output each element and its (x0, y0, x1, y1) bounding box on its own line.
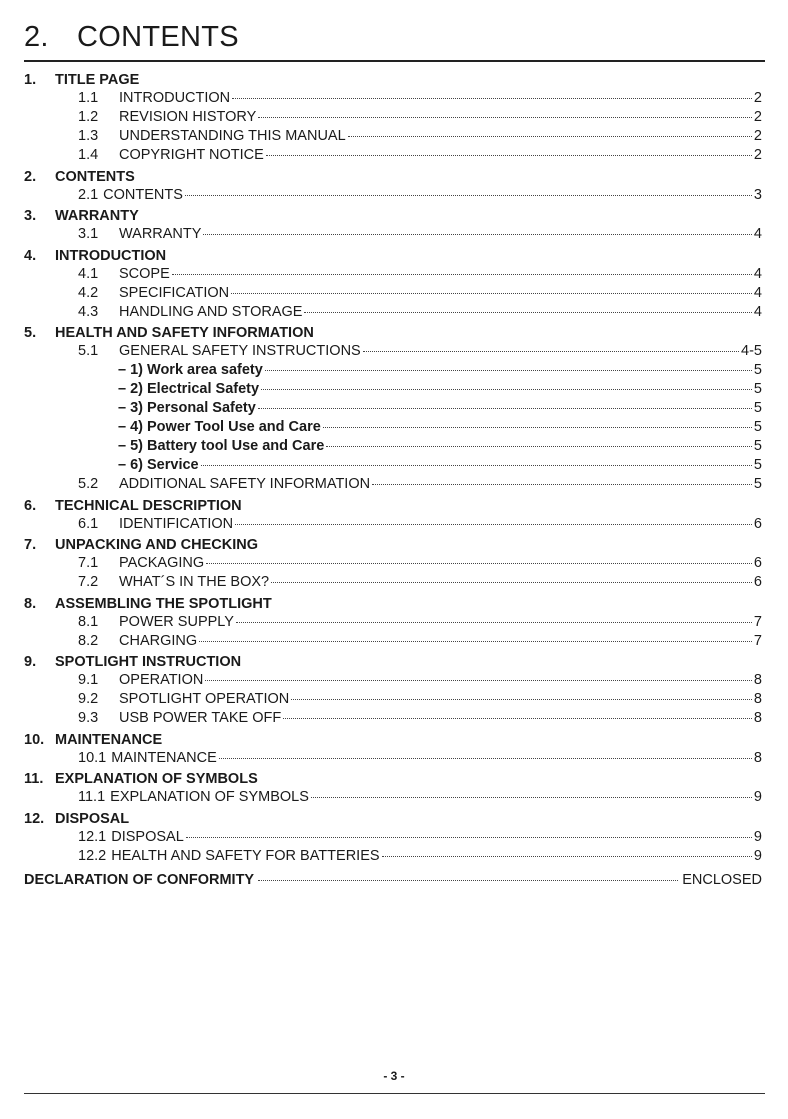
toc-section (24, 653, 762, 728)
entry-number: 11.1 (78, 789, 106, 805)
section-heading[interactable] (24, 810, 762, 828)
section-number: 12. (24, 810, 45, 827)
entry-number: 1.1 (78, 90, 99, 106)
entry-number: 8.1 (78, 613, 99, 630)
section-heading[interactable] (24, 71, 762, 89)
dot-leader (235, 524, 752, 525)
toc-section (24, 247, 762, 322)
entry-number: 4.2 (78, 284, 99, 301)
entry-page: 5 (753, 476, 762, 492)
section-number: 3. (24, 208, 37, 224)
section-title: SPOTLIGHT INSTRUCTION (55, 654, 242, 670)
entry-page: 8 (753, 710, 762, 726)
toc-entry[interactable] (24, 709, 762, 728)
page-header (24, 14, 765, 62)
toc-entry[interactable] (24, 749, 762, 768)
section-title: DISPOSAL (55, 810, 130, 827)
dot-leader (266, 155, 752, 156)
toc-entry[interactable] (24, 515, 762, 534)
entry-page: 3 (753, 186, 762, 203)
section-number: 9. (24, 654, 37, 670)
entry-number: 6.1 (78, 515, 99, 532)
toc-entry[interactable] (24, 89, 762, 108)
entry-label: HANDLING AND STORAGE (119, 303, 303, 320)
entry-label: WARRANTY (119, 226, 202, 242)
section-heading[interactable] (24, 536, 762, 554)
entry-label: SPOTLIGHT OPERATION (119, 691, 290, 707)
section-number: 7. (24, 537, 37, 553)
entry-label: PACKAGING (119, 555, 205, 571)
dot-leader (186, 837, 752, 838)
dot-leader (201, 465, 752, 466)
section-number: 6. (24, 497, 37, 514)
toc-entry[interactable] (24, 418, 762, 437)
page-title: CONTENTS (77, 21, 239, 53)
page-number: - 3 - (383, 1069, 405, 1083)
dot-leader (172, 274, 752, 275)
entry-label: – 4) Power Tool Use and Care (118, 419, 321, 435)
toc-entry[interactable] (24, 573, 762, 592)
toc-entry[interactable] (24, 399, 762, 418)
toc-section (24, 810, 762, 866)
toc-entry[interactable] (24, 690, 762, 709)
toc-entry[interactable] (24, 303, 762, 322)
dot-leader (206, 563, 752, 564)
declaration-page: ENCLOSED (682, 871, 762, 888)
dot-leader (326, 446, 752, 447)
entry-page: 5 (753, 419, 762, 435)
entry-page: 9 (753, 828, 762, 845)
entry-page: 5 (753, 457, 762, 473)
section-heading[interactable] (24, 207, 762, 225)
entry-number: 4.1 (78, 265, 99, 282)
entry-number: 5.1 (78, 343, 99, 359)
dot-leader (236, 622, 752, 623)
entry-label: ADDITIONAL SAFETY INFORMATION (119, 476, 371, 492)
toc-entry[interactable] (24, 671, 762, 690)
entry-page: 5 (753, 381, 762, 397)
dot-leader (283, 718, 752, 719)
toc-entry[interactable] (24, 437, 762, 456)
section-heading[interactable] (24, 168, 762, 186)
entry-page: 2 (753, 90, 762, 106)
toc-entry[interactable] (24, 146, 762, 165)
dot-leader (271, 582, 752, 583)
section-number: 5. (24, 325, 37, 341)
section-title: EXPLANATION OF SYMBOLS (55, 771, 258, 787)
entry-page: 4 (753, 284, 762, 301)
section-heading[interactable] (24, 324, 762, 342)
entry-label: EXPLANATION OF SYMBOLS (110, 789, 309, 805)
toc-entry[interactable] (24, 475, 762, 494)
dot-leader (323, 427, 752, 428)
dot-leader (203, 234, 751, 235)
toc-entry[interactable] (24, 456, 762, 475)
entry-label: – 1) Work area safety (118, 362, 263, 378)
dot-leader (258, 880, 678, 881)
dot-leader (231, 293, 752, 294)
entry-page: 8 (753, 691, 762, 707)
toc-entry[interactable] (24, 361, 762, 380)
entry-page: 6 (753, 515, 762, 532)
entry-label: MAINTENANCE (111, 749, 217, 766)
toc-entry[interactable] (24, 788, 762, 807)
section-title: MAINTENANCE (55, 731, 163, 748)
section-number: 8. (24, 595, 37, 612)
entry-label: IDENTIFICATION (119, 515, 234, 532)
entry-number: 1.3 (78, 128, 99, 144)
section-heading[interactable] (24, 247, 762, 265)
section-title: INTRODUCTION (55, 247, 167, 264)
toc-entry[interactable] (24, 380, 762, 399)
toc-section (24, 595, 762, 651)
declaration-label: DECLARATION OF CONFORMITY (24, 871, 255, 888)
entry-page: 9 (753, 789, 762, 805)
entry-label: DISPOSAL (111, 828, 184, 845)
section-number: 2. (24, 168, 37, 185)
entry-number: 2.1 (78, 186, 99, 203)
section-heading[interactable] (24, 497, 762, 515)
section-number: 1. (24, 72, 37, 88)
toc-entry[interactable] (24, 127, 762, 146)
section-title: HEALTH AND SAFETY INFORMATION (55, 325, 314, 341)
entry-number: 1.2 (78, 109, 99, 125)
entry-label: – 5) Battery tool Use and Care (118, 438, 325, 454)
entry-page: 7 (753, 632, 762, 649)
entry-page: 4-5 (741, 343, 762, 359)
entry-label: COPYRIGHT NOTICE (119, 147, 264, 163)
entry-page: 6 (753, 574, 762, 590)
entry-number: 9.3 (78, 710, 99, 726)
section-heading[interactable] (24, 770, 762, 788)
page-header-number: 2. (24, 21, 49, 53)
dot-leader (348, 136, 752, 137)
entry-page: 8 (753, 672, 762, 688)
entry-page: 4 (753, 265, 762, 282)
toc-section (24, 536, 762, 592)
section-number: 10. (24, 731, 45, 748)
toc-entry[interactable] (24, 225, 762, 244)
section-number: 11. (24, 771, 44, 787)
entry-page: 5 (753, 362, 762, 378)
entry-number: 12.1 (78, 828, 107, 845)
entry-label: CHARGING (119, 632, 198, 649)
toc-entry[interactable] (24, 186, 762, 205)
toc-entry[interactable] (24, 265, 762, 284)
dot-leader (382, 856, 752, 857)
section-heading[interactable] (24, 731, 762, 749)
entry-page: 5 (753, 400, 762, 416)
entry-label: SCOPE (119, 265, 170, 282)
toc-entry[interactable] (24, 613, 762, 632)
section-heading[interactable] (24, 595, 762, 613)
entry-number: 7.2 (78, 574, 99, 590)
section-title: TECHNICAL DESCRIPTION (55, 497, 242, 514)
dot-leader (363, 351, 739, 352)
entry-page: 2 (753, 109, 762, 125)
entry-page: 9 (753, 847, 762, 864)
section-number: 4. (24, 247, 37, 264)
entry-page: 4 (753, 226, 762, 242)
entry-number: 9.1 (78, 672, 99, 688)
toc-entry[interactable] (24, 108, 762, 127)
entry-label: REVISION HISTORY (119, 109, 257, 125)
entry-label: USB POWER TAKE OFF (119, 710, 282, 726)
toc-entry[interactable] (24, 828, 762, 847)
section-heading[interactable] (24, 653, 762, 671)
entry-label: CONTENTS (103, 186, 183, 203)
dot-leader (311, 797, 752, 798)
dot-leader (258, 408, 752, 409)
entry-label: POWER SUPPLY (119, 613, 234, 630)
toc-section (24, 71, 762, 165)
entry-number: 3.1 (78, 226, 99, 242)
section-title: TITLE PAGE (55, 72, 140, 88)
entry-number: 8.2 (78, 632, 99, 649)
entry-label: SPECIFICATION (119, 284, 230, 301)
toc-entry[interactable] (24, 632, 762, 651)
table-of-contents (24, 71, 762, 890)
entry-label: – 3) Personal Safety (118, 400, 256, 416)
entry-page: 6 (753, 555, 762, 571)
entry-number: 1.4 (78, 147, 99, 163)
dot-leader (185, 195, 752, 196)
dot-leader (372, 484, 752, 485)
dot-leader (219, 758, 752, 759)
entry-page: 8 (753, 749, 762, 766)
dot-leader (304, 312, 751, 313)
entry-number: 7.1 (78, 555, 99, 571)
toc-entry[interactable] (24, 847, 762, 866)
entry-page: 2 (753, 128, 762, 144)
entry-page: 5 (753, 438, 762, 454)
section-title: UNPACKING AND CHECKING (55, 537, 258, 553)
dot-leader (232, 98, 752, 99)
entry-number: 4.3 (78, 303, 99, 320)
footer-divider (24, 1093, 765, 1094)
entry-page: 2 (753, 147, 762, 163)
toc-section (24, 770, 762, 807)
dot-leader (261, 389, 752, 390)
declaration-entry[interactable] (24, 870, 762, 890)
section-title: CONTENTS (55, 168, 135, 185)
entry-number: 10.1 (78, 749, 107, 766)
section-title: ASSEMBLING THE SPOTLIGHT (55, 595, 272, 612)
entry-number: 12.2 (78, 847, 107, 864)
entry-label: WHAT´S IN THE BOX? (119, 574, 270, 590)
toc-entry[interactable] (24, 554, 762, 573)
entry-number: 5.2 (78, 476, 99, 492)
entry-page: 7 (753, 613, 762, 630)
toc-entry[interactable] (24, 284, 762, 303)
toc-section (24, 168, 762, 205)
dot-leader (291, 699, 752, 700)
toc-entry[interactable] (24, 342, 762, 361)
entry-label: – 6) Service (118, 457, 199, 473)
dot-leader (205, 680, 752, 681)
toc-section (24, 497, 762, 534)
section-title: WARRANTY (55, 208, 139, 224)
entry-label: – 2) Electrical Safety (118, 381, 260, 397)
toc-section (24, 324, 762, 494)
entry-number: 9.2 (78, 691, 99, 707)
dot-leader (199, 641, 752, 642)
toc-section (24, 207, 762, 244)
entry-label: GENERAL SAFETY INSTRUCTIONS (119, 343, 361, 359)
entry-label: OPERATION (119, 672, 204, 688)
entry-label: UNDERSTANDING THIS MANUAL (119, 128, 346, 144)
dot-leader (265, 370, 752, 371)
toc-section (24, 731, 762, 768)
entry-page: 4 (753, 303, 762, 320)
dot-leader (258, 117, 752, 118)
entry-label: HEALTH AND SAFETY FOR BATTERIES (111, 847, 380, 864)
entry-label: INTRODUCTION (119, 90, 231, 106)
